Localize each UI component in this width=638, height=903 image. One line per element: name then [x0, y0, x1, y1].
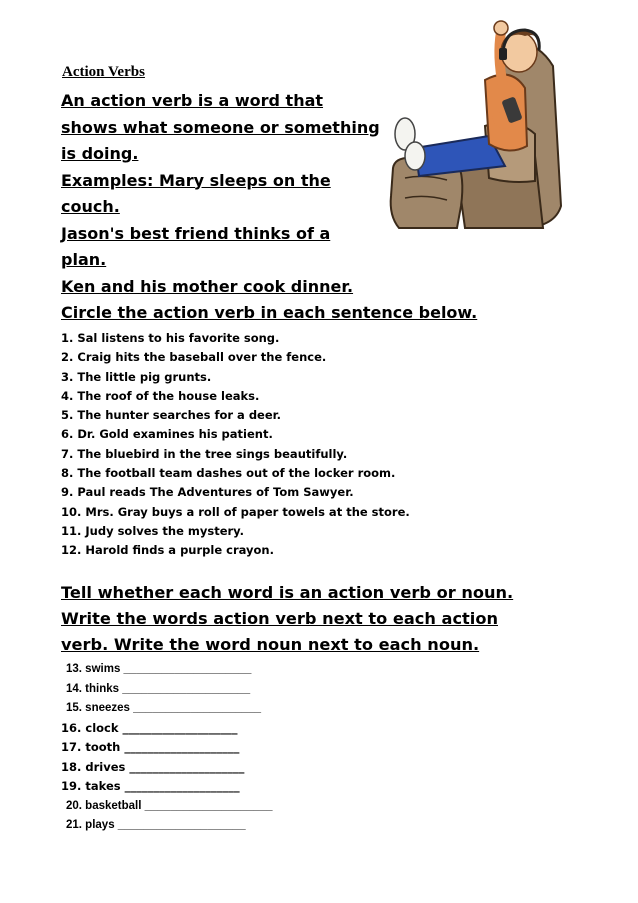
list-item: 16. clock ____________________ [61, 720, 238, 735]
instruction-line: Circle the action verb in each sentence below. [61, 303, 478, 322]
intro-line: plan. [61, 250, 107, 269]
list-item: 8. The football team dashes out of the locker room. [61, 466, 396, 481]
list-item: 10. Mrs. Gray buys a roll of paper towels at the store. [61, 504, 410, 519]
list-item: 15. sneezes ____________________ [66, 702, 262, 714]
list-item: 12. Harold finds a purple crayon. [61, 543, 274, 558]
intro-line: is doing. [61, 144, 139, 163]
list-item: 2. Craig hits the baseball over the fence. [61, 350, 327, 365]
list-item: 9. Paul reads The Adventures of Tom Sawyer. [61, 485, 354, 500]
list-item: 1. Sal listens to his favorite song. [61, 331, 280, 345]
intro-line: Ken and his mother cook dinner. [61, 276, 354, 296]
list-item: 21. plays ____________________ [66, 819, 246, 831]
word-list [61, 660, 273, 836]
list-item: 17. tooth ____________________ [61, 740, 240, 754]
instruction-line: Tell whether each word is an action verb or noun. [61, 583, 514, 602]
list-item: 19. takes ____________________ [61, 779, 240, 793]
list-item: 5. The hunter searches for a deer. [61, 408, 282, 423]
intro-line: Examples: Mary sleeps on the [61, 170, 331, 190]
intro-line: Jason's best friend thinks of a [61, 223, 331, 243]
intro-line: An action verb is a word that [61, 91, 324, 110]
list-item: 14. thinks ____________________ [66, 682, 251, 695]
list-item: 18. drives ____________________ [61, 759, 245, 774]
sentence-list [61, 329, 410, 561]
intro-line: shows what someone or something [61, 117, 380, 137]
instruction-line: Write the words action verb next to each action [61, 609, 498, 628]
list-item: 11. Judy solves the mystery. [61, 523, 244, 538]
instruction-line: verb. Write the word noun next to each noun. [61, 635, 480, 654]
list-item: 13. swims ____________________ [66, 663, 252, 675]
part2-instructions [61, 580, 513, 658]
hand [494, 21, 508, 35]
list-item: 6. Dr. Gold examines his patient. [61, 427, 273, 442]
intro-line: couch. [61, 197, 120, 216]
list-item: 20. basketball ____________________ [66, 799, 273, 812]
sock [405, 142, 425, 170]
list-item: 3. The little pig grunts. [61, 369, 212, 384]
worksheet-title: Action Verbs [62, 64, 145, 80]
man-in-recliner-illustration [385, 6, 565, 238]
list-item: 7. The bluebird in the tree sings beautifully. [61, 446, 348, 461]
list-item: 4. The roof of the house leaks. [61, 388, 260, 403]
